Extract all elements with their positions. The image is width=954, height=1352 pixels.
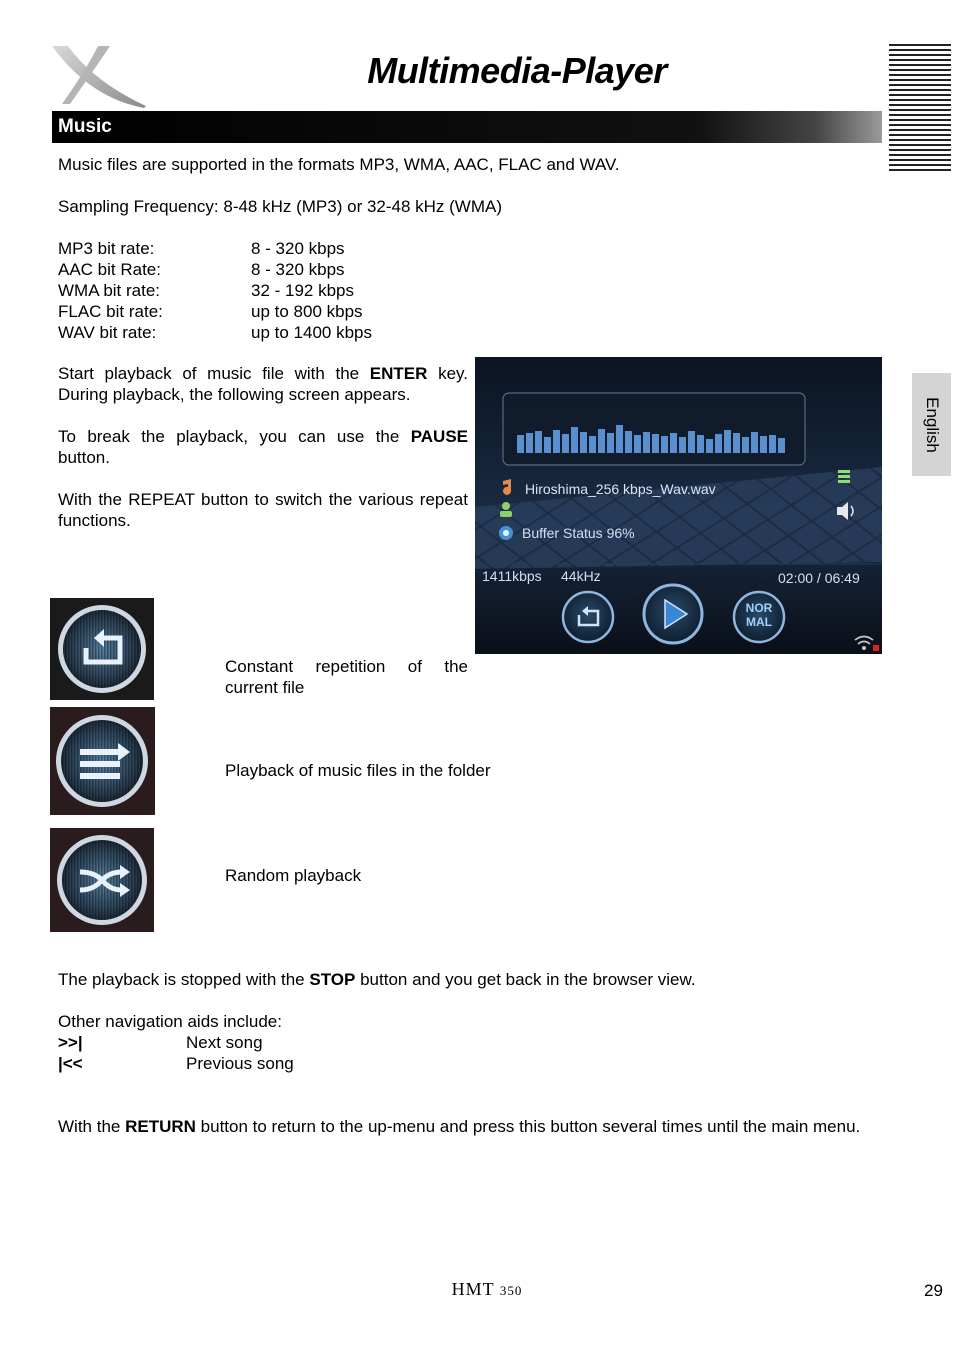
language-tab[interactable] bbox=[912, 373, 951, 476]
navigation-item bbox=[58, 1032, 263, 1053]
play-mode-label: NOR MAL bbox=[745, 601, 773, 629]
buffer-icon bbox=[499, 526, 513, 540]
bitrate-row: MP3 bit rate: 8 - 320 kbps bbox=[58, 239, 345, 258]
navigation-label: Previous song bbox=[186, 1054, 294, 1073]
sampling-text: Sampling Frequency: 8-48 kHz (MP3) or 32-48 kHz (WMA) bbox=[58, 197, 503, 216]
return-paragraph: With the RETURN button to return to the up-menu and press this button several times until the main menu. bbox=[58, 1117, 861, 1136]
playback-paragraph-2: To break the playback, you can use the PAUSE button. bbox=[58, 427, 468, 467]
now-playing-filename: Hiroshima_256 kbps_Wav.wav bbox=[525, 481, 716, 497]
battery-icon bbox=[838, 470, 850, 483]
shuffle-description: Random playback bbox=[225, 866, 362, 885]
repeat-folder-icon bbox=[50, 707, 155, 815]
buffer-status: Buffer Status 96% bbox=[522, 525, 635, 541]
bitrate-row: AAC bit Rate: 8 - 320 kbps bbox=[58, 260, 345, 279]
page-number: 29 bbox=[924, 1281, 943, 1300]
playback-paragraph-1: Start playback of music file with the ENTER key. During playback, the following screen appears. bbox=[58, 364, 468, 404]
stop-paragraph: The playback is stopped with the STOP button and you get back in the browser view. bbox=[58, 970, 696, 989]
navigation-intro: Other navigation aids include: bbox=[58, 1012, 282, 1031]
navigation-key: |<< bbox=[58, 1054, 83, 1073]
section-header bbox=[52, 111, 882, 143]
language-tab-label: English bbox=[922, 396, 942, 453]
navigation-key: >>| bbox=[58, 1033, 83, 1052]
bitrate-readout: 1411kbps bbox=[482, 568, 542, 584]
player-screenshot bbox=[475, 357, 882, 654]
repeat-button-icon bbox=[563, 592, 613, 642]
decorative-stripes bbox=[889, 44, 951, 172]
bitrate-table bbox=[58, 238, 372, 343]
footer-brand: HMT 350 bbox=[451, 1279, 523, 1299]
repeat-folder-description: Playback of music files in the folder bbox=[225, 761, 491, 780]
bitrate-row: WMA bit rate: 32 - 192 kbps bbox=[58, 281, 355, 300]
page-title: Multimedia-Player bbox=[367, 50, 667, 91]
repeat-one-description: Constant repetition of the current file bbox=[225, 657, 468, 697]
formats-text: Music files are supported in the formats MP3, WMA, AAC, FLAC and WAV. bbox=[58, 155, 620, 174]
navigation-item bbox=[58, 1053, 294, 1074]
shuffle-icon bbox=[50, 828, 154, 932]
repeat-one-icon bbox=[50, 598, 154, 700]
navigation-label: Next song bbox=[186, 1033, 263, 1052]
section-title: Music bbox=[58, 116, 112, 137]
bitrate-row: FLAC bit rate: up to 800 kbps bbox=[58, 302, 363, 321]
bitrate-row: WAV bit rate: up to 1400 kbps bbox=[58, 323, 372, 342]
samplerate-readout: 44kHz bbox=[561, 568, 601, 584]
playback-paragraph-3: With the REPEAT button to switch the various repeat functions. bbox=[58, 490, 468, 530]
time-readout: 02:00 / 06:49 bbox=[778, 570, 860, 586]
